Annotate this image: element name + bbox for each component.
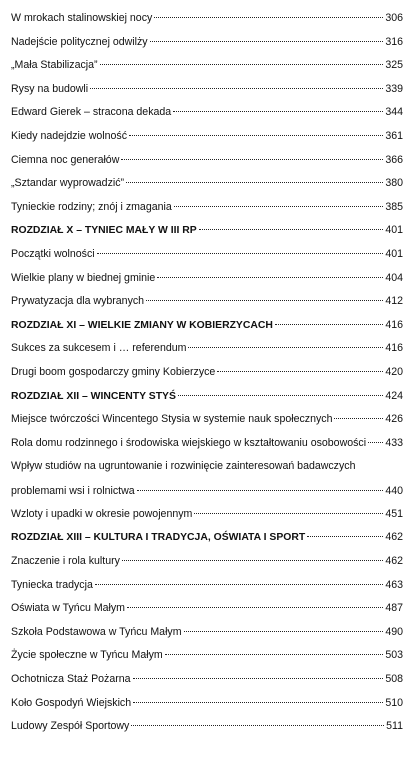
- toc-page-number: 490: [385, 625, 403, 638]
- toc-chapter-heading: [11, 219, 403, 243]
- toc-page-number: 385: [385, 200, 403, 213]
- toc-page-number: 416: [385, 342, 403, 355]
- toc-entry-title: Ciemna noc generałów: [11, 153, 120, 166]
- toc-entry-title: Koło Gospodyń Wiejskich: [11, 696, 132, 709]
- toc-page-number: 433: [385, 436, 403, 449]
- dot-leader: [199, 229, 384, 230]
- toc-entry-title: „Mała Stabilizacja”: [11, 59, 98, 72]
- toc-entry-title: Tynieckie rodziny; znój i zmagania: [11, 200, 172, 213]
- toc-page-number: 339: [385, 82, 403, 95]
- toc-entry-title: Nadejście politycznej odwilży: [11, 35, 148, 48]
- dot-leader: [150, 41, 384, 42]
- dot-leader: [129, 135, 383, 136]
- toc-entry: [11, 574, 403, 598]
- toc-entry-title: Życie społeczne w Tyńcu Małym: [11, 649, 163, 662]
- dot-leader: [368, 442, 383, 443]
- toc-page-number: 361: [385, 129, 403, 142]
- toc-page-number: 420: [385, 365, 403, 378]
- dot-leader: [165, 654, 384, 655]
- toc-entry-title: Znaczenie i rola kultury: [11, 555, 120, 568]
- toc-page-number: 325: [385, 59, 403, 72]
- dot-leader: [188, 347, 383, 348]
- toc-entry: [11, 550, 403, 574]
- toc-page-number: 463: [385, 578, 403, 591]
- dot-leader: [154, 17, 383, 18]
- toc-page-number: 316: [385, 35, 403, 48]
- toc-entry: [11, 31, 403, 55]
- dot-leader: [122, 560, 383, 561]
- dot-leader: [127, 607, 383, 608]
- toc-page-number: 451: [385, 507, 403, 520]
- toc-page-number: 401: [385, 224, 403, 237]
- dot-leader: [121, 159, 383, 160]
- dot-leader: [173, 111, 383, 112]
- toc-entry: [11, 196, 403, 220]
- dot-leader: [133, 702, 383, 703]
- toc-entry: [11, 125, 403, 149]
- toc-entry: [11, 668, 403, 692]
- toc-entry-title: Oświata w Tyńcu Małym: [11, 602, 126, 615]
- toc-entry-title: Ochotnicza Staż Pożarna: [11, 673, 131, 686]
- toc-entry: [11, 621, 403, 645]
- toc-chapter-heading: [11, 385, 403, 409]
- toc-page-number: 404: [385, 271, 403, 284]
- toc-entry-title: Tyniecka tradycja: [11, 578, 93, 591]
- toc-page-number: 510: [385, 696, 403, 709]
- dot-leader: [194, 513, 383, 514]
- toc-entry-title: Prywatyzacja dla wybranych: [11, 295, 145, 308]
- dot-leader: [97, 253, 384, 254]
- toc-entry-title: Wzloty i upadki w okresie powojennym: [11, 507, 193, 520]
- chapter-title: ROZDZIAŁ XI – WIELKIE ZMIANY W KOBIERZYCACH: [11, 319, 273, 331]
- chapter-title: ROZDZIAŁ XII – WINCENTY STYŚ: [11, 390, 176, 402]
- toc-entry-title: Drugi boom gospodarczy gminy Kobierzyce: [11, 365, 216, 378]
- toc-entry: [11, 7, 403, 31]
- toc-entry: [11, 455, 403, 503]
- toc-entry-title: Wielkie plany w biednej gminie: [11, 271, 156, 284]
- toc-entry: [11, 290, 403, 314]
- toc-page-number: 412: [385, 295, 403, 308]
- toc-entry: [11, 337, 403, 361]
- toc-entry: [11, 715, 403, 739]
- toc-page-number: 416: [385, 318, 403, 331]
- toc-page-number: 380: [385, 177, 403, 190]
- dot-leader: [100, 64, 384, 65]
- toc-entry-title: Rola domu rodzinnego i środowiska wiejskiego w kształtowaniu osobowości: [11, 436, 367, 449]
- toc-entry: [11, 644, 403, 668]
- toc-entry-title: Miejsce twórczości Wincentego Stysia w systemie nauk społecznych: [11, 413, 333, 426]
- toc-entry-title: Sukces za sukcesem i … referendum: [11, 342, 187, 355]
- toc-entry-title: „Sztandar wyprowadzić”: [11, 177, 125, 190]
- toc-entry-title: Ludowy Zespół Sportowy: [11, 720, 130, 733]
- toc-entry-title: Szkoła Podstawowa w Tyńcu Małym: [11, 625, 182, 638]
- dot-leader: [275, 324, 383, 325]
- dot-leader: [174, 206, 384, 207]
- toc-entry-title: Edward Gierek – stracona dekada: [11, 106, 172, 119]
- toc-entry-title: Rysy na budowli: [11, 82, 89, 95]
- dot-leader: [146, 300, 383, 301]
- toc-entry: [11, 503, 403, 527]
- toc-entry: [11, 149, 403, 173]
- toc-entry: [11, 267, 403, 291]
- toc-entry: [11, 432, 403, 456]
- dot-leader: [334, 418, 383, 419]
- toc-entry-title: Wpływ studiów na ugruntowanie i rozwinięcie zainteresowań badawczych: [11, 460, 356, 473]
- toc-entry-title-continued: problemami wsi i rolnictwa: [11, 484, 135, 497]
- toc-chapter-heading: [11, 526, 403, 550]
- toc-page-number: 401: [385, 247, 403, 260]
- table-of-contents: [11, 7, 403, 739]
- toc-entry-title: Kiedy nadejdzie wolność: [11, 129, 128, 142]
- dot-leader: [126, 182, 383, 183]
- toc-page-number: 426: [385, 413, 403, 426]
- dot-leader: [131, 725, 384, 726]
- toc-page-number: 366: [385, 153, 403, 166]
- toc-entry: [11, 692, 403, 716]
- dot-leader: [90, 88, 383, 89]
- toc-page-number: 511: [386, 720, 403, 733]
- toc-page-number: 487: [385, 602, 403, 615]
- dot-leader: [178, 395, 383, 396]
- toc-page-number: 424: [385, 389, 403, 402]
- chapter-title: ROZDZIAŁ XIII – KULTURA I TRADYCJA, OŚWIATA I SPORT: [11, 532, 306, 544]
- dot-leader: [95, 584, 383, 585]
- toc-entry: [11, 243, 403, 267]
- dot-leader: [133, 678, 384, 679]
- toc-entry: [11, 172, 403, 196]
- toc-page-number: 462: [385, 531, 403, 544]
- chapter-title: ROZDZIAŁ X – TYNIEC MAŁY W III RP: [11, 225, 197, 237]
- toc-page-number: 440: [385, 484, 403, 497]
- toc-chapter-heading: [11, 314, 403, 338]
- dot-leader: [137, 490, 384, 491]
- toc-entry: [11, 78, 403, 102]
- dot-leader: [217, 371, 383, 372]
- dot-leader: [307, 536, 383, 537]
- toc-entry: [11, 54, 403, 78]
- toc-page-number: 344: [385, 106, 403, 119]
- toc-entry: [11, 408, 403, 432]
- dot-leader: [157, 277, 383, 278]
- toc-page-number: 306: [385, 12, 403, 24]
- toc-entry-title: Początki wolności: [11, 247, 95, 260]
- toc-entry: [11, 597, 403, 621]
- toc-entry-title: W mrokach stalinowskiej nocy: [11, 12, 153, 24]
- toc-entry: [11, 361, 403, 385]
- toc-page-number: 503: [385, 649, 403, 662]
- toc-entry: [11, 101, 403, 125]
- dot-leader: [184, 631, 384, 632]
- toc-page-number: 508: [385, 673, 403, 686]
- toc-page-number: 462: [385, 555, 403, 568]
